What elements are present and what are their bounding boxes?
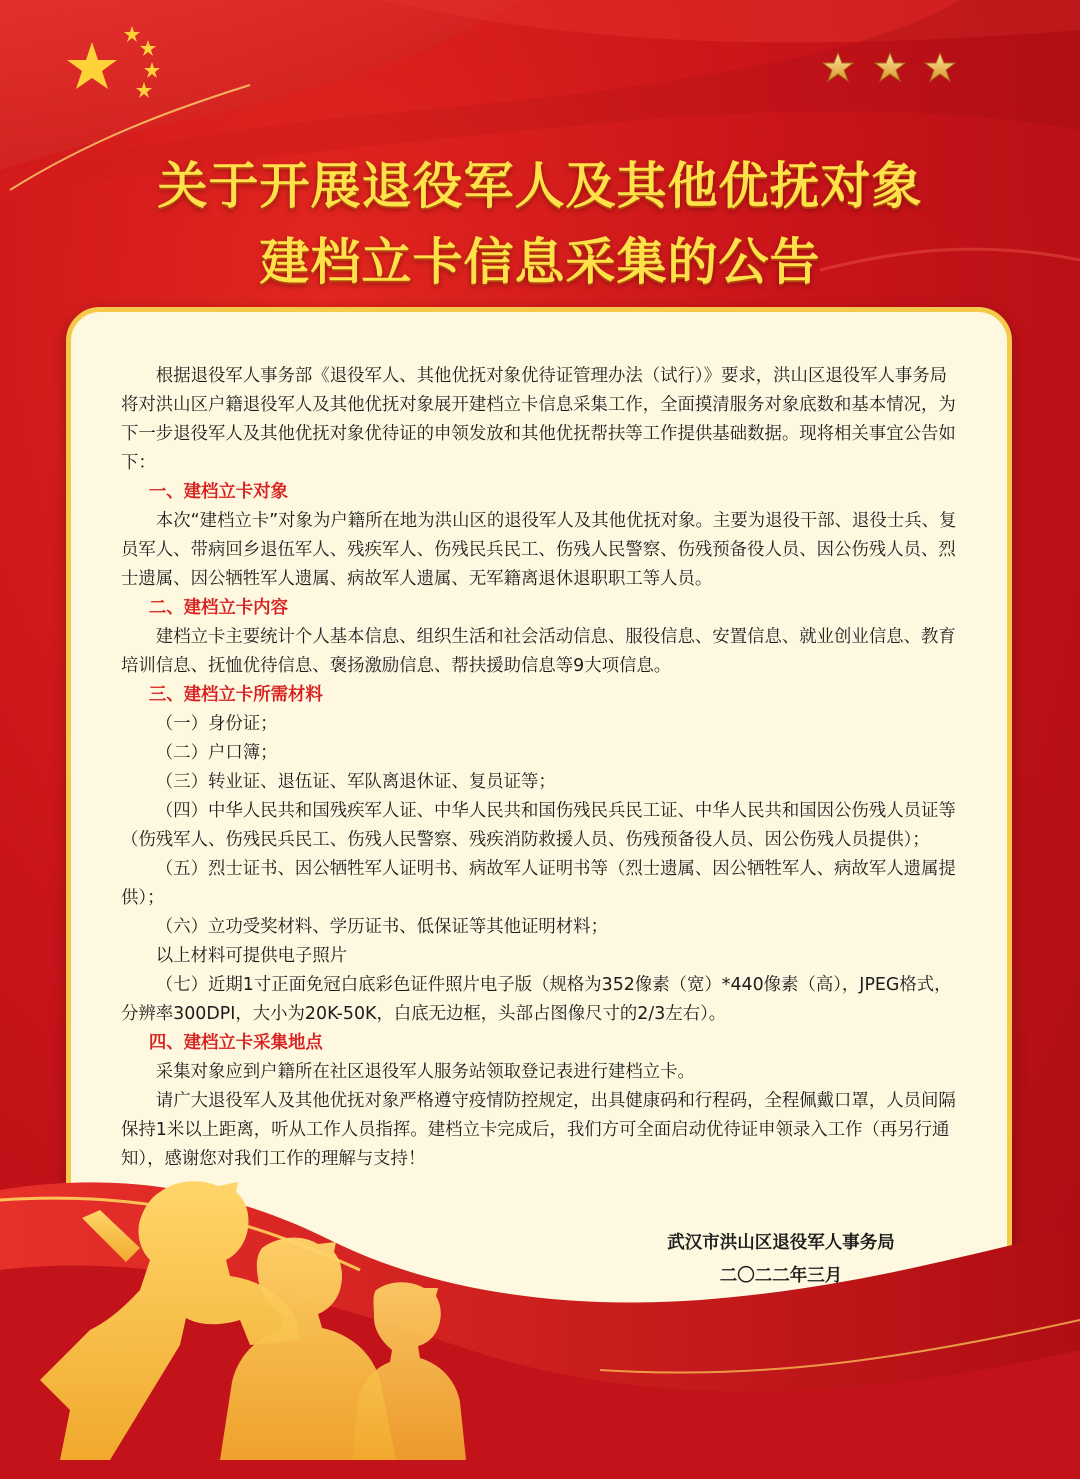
intro-paragraph: 根据退役军人事务部《退役军人、其他优抚对象优待证管理办法（试行）》要求，洪山区退役军人事务局将对洪山区户籍退役军人及其他优抚对象展开建档立卡信息采集工作，全面摸清服务对象底数和基本情况，为下一步退役军人及其他优抚对象优待证的申领发放和其他优抚帮扶等工作提供基础数据。现将相关事宜公告如下： xyxy=(121,366,956,473)
section-paragraph: 建档立卡主要统计个人基本信息、组织生活和社会活动信息、服役信息、安置信息、就业创业信息、教育培训信息、抚恤优待信息、褒扬激励信息、帮扶援助信息等9大项信息。 xyxy=(121,627,956,676)
material-item: （四）中华人民共和国残疾军人证、中华人民共和国伤残民兵民工证、中华人民共和国因公伤残人员证等（伤残军人、伤残民兵民工、伤残人民警察、残疾消防救援人员、伤残预备役人员、因公伤残人员提供）； xyxy=(121,801,956,850)
material-note: 以上材料可提供电子照片 xyxy=(155,946,348,966)
section-heading: 三、建档立卡所需材料 xyxy=(148,685,323,705)
material-item: （二）户口簿； xyxy=(155,743,278,763)
title-line-2: 建档立卡信息采集的公告 xyxy=(259,232,821,291)
material-item: （一）身份证； xyxy=(155,714,278,734)
section-heading: 四、建档立卡采集地点 xyxy=(148,1033,323,1053)
issue-date: 二〇二二年三月 xyxy=(719,1266,843,1286)
section-heading: 一、建档立卡对象 xyxy=(148,482,288,502)
section-heading: 二、建档立卡内容 xyxy=(148,598,288,618)
flag-star-icon xyxy=(60,20,180,110)
notice-body xyxy=(121,362,963,1174)
issuing-organization: 武汉市洪山区退役军人事务局 xyxy=(667,1233,895,1253)
rank-star-icon xyxy=(822,50,962,86)
material-item: （七）近期1寸正面免冠白底彩色证件照片电子版（规格为352像素（宽）*440像素（高），JPEG格式，分辨率300DPI，大小为20K-50K，白底无边框，头部占图像尺寸的2/3左右）。 xyxy=(121,975,952,1024)
section-paragraph: 本次“建档立卡”对象为户籍所在地为洪山区的退役军人及其他优抚对象。主要为退役干部、退役士兵、复员军人、带病回乡退伍军人、残疾军人、伤残民兵民工、伤残人民警察、伤残预备役人员、因公伤残人员、烈士遗属、因公牺牲军人遗属、病故军人遗属、无军籍离退休退职职工等人员。 xyxy=(121,511,957,589)
material-item: （六）立功受奖材料、学历证书、低保证等其他证明材料； xyxy=(155,917,608,937)
material-item: （三）转业证、退伍证、军队离退休证、复员证等； xyxy=(155,772,556,792)
section-paragraph: 请广大退役军人及其他优抚对象严格遵守疫情防控规定，出具健康码和行程码，全程佩戴口罩，人员间隔保持1米以上距离，听从工作人员指挥。建档立卡完成后，我们方可全面启动优待证申领录入工作（再另行通知），感谢您对我们工作的理解与支持！ xyxy=(121,1091,956,1169)
saluting-soldiers-silhouette xyxy=(0,1130,1080,1479)
title-line-1: 关于开展退役军人及其他优抚对象 xyxy=(157,156,923,215)
material-item: （五）烈士证书、因公牺牲军人证明书、病故军人证明书等（烈士遗属、因公牺牲军人、病故军人遗属提供）； xyxy=(121,859,956,908)
section-paragraph: 采集对象应到户籍所在社区退役军人服务站领取登记表进行建档立卡。 xyxy=(155,1062,695,1082)
